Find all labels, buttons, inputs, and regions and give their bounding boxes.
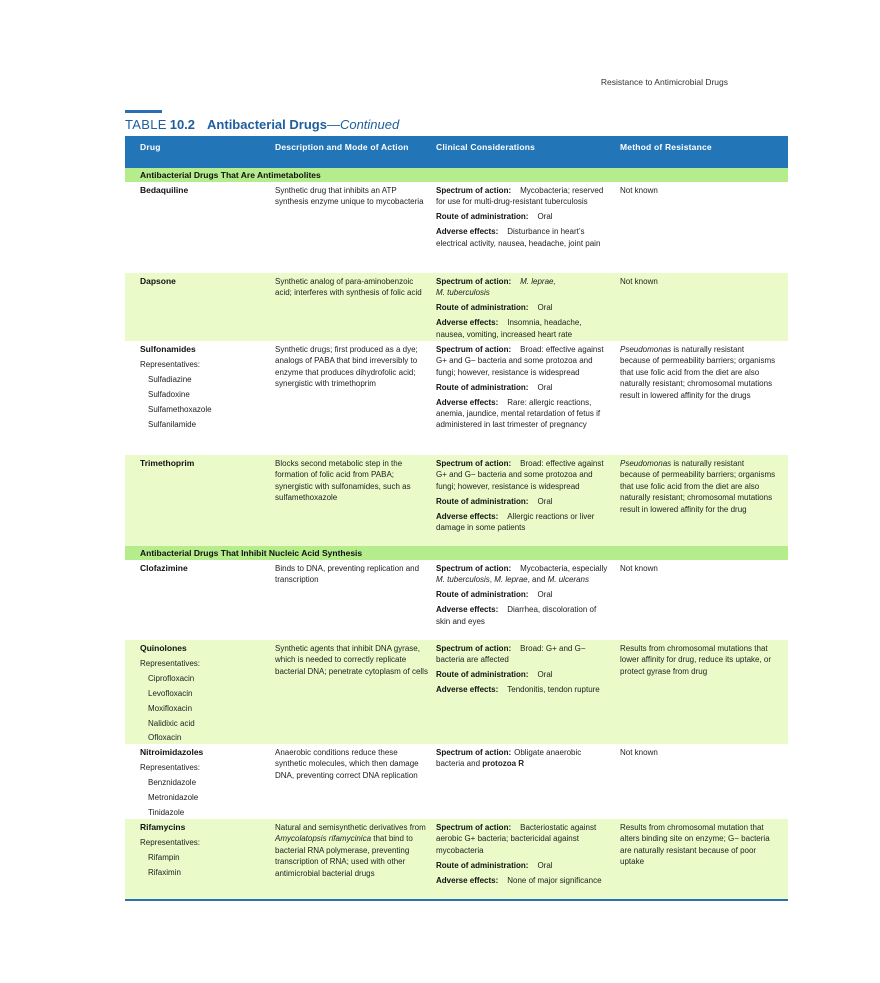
route-value: Oral	[537, 590, 553, 600]
adverse-label: Adverse effects:	[436, 605, 499, 615]
representative-item: Sulfamethoxazole	[148, 404, 212, 414]
header-resistance: Method of Resistance	[620, 142, 712, 152]
clinical-considerations	[436, 344, 620, 455]
drug-description: Synthetic analog of para-aminobenzoic acid; interferes with synthesis of folic acid	[275, 277, 422, 298]
clinical-considerations	[436, 822, 620, 899]
resistance-method	[620, 344, 788, 455]
spectrum-label: Spectrum of action:	[436, 823, 512, 832]
drug-name: Nitroimidazoles	[140, 747, 204, 757]
spectrum-label: Spectrum of action:	[436, 345, 512, 354]
resistance-text: is naturally resistant because of permeability barriers; organisms that use folic acid from the diet are also naturally resistant; chromosomal mutations result in lowered affinity for the drugs	[620, 345, 776, 400]
drug-name: Quinolones	[140, 643, 187, 653]
spectrum-value: Mycobacteria; reserved for use for multi-drug-resistant tuberculosis	[436, 186, 604, 207]
route-value: Oral	[537, 496, 553, 506]
clinical-considerations	[436, 643, 620, 744]
adverse-label: Adverse effects:	[436, 685, 499, 695]
route-label: Route of administration:	[436, 382, 529, 392]
spectrum-label: Spectrum of action:	[436, 564, 512, 573]
representative-item: Sulfadoxine	[148, 389, 190, 399]
adverse-label: Adverse effects:	[436, 397, 499, 407]
table-row	[125, 819, 788, 899]
spectrum-label: Spectrum of action:	[436, 277, 512, 286]
adverse-value: None of major significance	[507, 875, 602, 885]
spectrum-value: Mycobacteria, especially	[520, 564, 608, 573]
spectrum-label: Spectrum of action:	[436, 644, 512, 653]
resistance-method: Not known	[620, 748, 658, 757]
representative-item: Moxifloxacin	[148, 703, 193, 713]
spectrum-sep: ,	[489, 575, 495, 585]
route-value: Oral	[537, 212, 553, 222]
representative-item: Ciprofloxacin	[148, 673, 195, 683]
route-label: Route of administration:	[436, 670, 529, 680]
drug-name: Rifamycins	[140, 822, 186, 832]
adverse-label: Adverse effects:	[436, 511, 499, 521]
adverse-value: Diarrhea, discoloration of skin and eyes	[436, 605, 597, 626]
route-value: Oral	[537, 382, 553, 392]
resistance-organism: Pseudomonas	[620, 459, 672, 468]
representative-item: Sulfanilamide	[148, 419, 197, 429]
route-label: Route of administration:	[436, 860, 529, 870]
resistance-method: Results from chromosomal mutation that alters binding site on enzyme; G− bacteria are naturally resistant because of poor uptake	[620, 823, 770, 867]
table-name: Antibacterial Drugs	[207, 117, 327, 132]
table-row	[125, 744, 788, 819]
representatives-label: Representatives:	[140, 359, 201, 369]
representative-item: Benznidazole	[148, 777, 197, 787]
representative-item: Rifampin	[148, 852, 180, 862]
representative-item: Nalidixic acid	[148, 718, 195, 728]
clinical-considerations	[436, 276, 620, 341]
drug-name: Trimethoprim	[140, 458, 195, 468]
resistance-method: Results from chromosomal mutations that lower affinity for drug, reduce its uptake, or protect gyrase from drug	[620, 644, 772, 676]
representative-item: Levofloxacin	[148, 688, 193, 698]
drug-name: Sulfonamides	[140, 344, 196, 354]
resistance-method	[620, 458, 788, 546]
representatives-label: Representatives:	[140, 658, 201, 668]
clinical-considerations	[436, 563, 620, 640]
spectrum-value: Broad: effective against G+ and G− bacteria and some protozoa and fungi; however, resistance is widespread	[436, 345, 604, 377]
drug-description: Synthetic agents that inhibit DNA gyrase, which is needed to correctly replicate bacterial DNA; penetrate cytoplasm of cells	[275, 644, 428, 676]
header-description: Description and Mode of Action	[275, 142, 409, 152]
route-label: Route of administration:	[436, 590, 529, 600]
table-row	[125, 560, 788, 640]
table-row	[125, 182, 788, 273]
spectrum-value: Bacteriostatic against aerobic G+ bacteria; bactericidal against mycobacteria	[436, 823, 597, 855]
adverse-value: Tendonitis, tendon rupture	[507, 685, 600, 695]
spectrum-organism: M. ulcerans	[547, 575, 589, 585]
representative-item: Sulfadiazine	[148, 374, 192, 384]
spectrum-value: Obligate anaerobic bacteria and	[436, 748, 582, 769]
spectrum-organism: M. tuberculosis	[436, 575, 490, 585]
table-row	[125, 341, 788, 455]
route-value: Oral	[537, 670, 553, 680]
drug-description	[275, 822, 436, 899]
drug-description: Synthetic drug that inhibits an ATP synthesis enzyme unique to mycobacteria	[275, 186, 424, 207]
route-value: Oral	[537, 860, 553, 870]
adverse-value: Insomnia, headache, nausea, vomiting, increased heart rate	[436, 318, 582, 339]
drug-name: Dapsone	[140, 276, 176, 286]
representative-item: Rifaximin	[148, 867, 181, 877]
clinical-considerations	[436, 747, 620, 819]
table-row	[125, 273, 788, 341]
spectrum-organism: M. leprae	[494, 575, 528, 585]
drug-table	[125, 136, 788, 901]
description-text-2: that bind to bacterial RNA polymerase, preventing transcription of RNA; used with other antimicrobial bacterial drugs	[275, 834, 413, 878]
table-label: TABLE	[125, 117, 167, 132]
representative-item: Ofloxacin	[148, 733, 182, 743]
resistance-method: Not known	[620, 564, 658, 573]
representatives-label: Representatives:	[140, 762, 201, 772]
representatives-label: Representatives:	[140, 837, 201, 847]
header-clinical: Clinical Considerations	[436, 142, 536, 152]
drug-name: Clofazimine	[140, 563, 188, 573]
spectrum-label: Spectrum of action:	[436, 748, 512, 757]
title-rule	[125, 110, 162, 113]
table-number: 10.2	[169, 117, 196, 132]
table-row	[125, 455, 788, 546]
adverse-label: Adverse effects:	[436, 875, 499, 885]
drug-description: Synthetic drugs; first produced as a dye; analogs of PABA that bind irreversibly to enzyme that produces dihydrofolic acid; synergistic with trimethoprim	[275, 345, 418, 389]
adverse-value: Disturbance in heart’s electrical activity, nausea, headache, joint pain	[436, 227, 601, 248]
drug-name: Bedaquiline	[140, 185, 189, 195]
adverse-value: Rare: allergic reactions, anemia, jaundice, mental retardation of fetus if administered in last trimester of pregnancy	[436, 397, 601, 430]
spectrum-sep: , and	[527, 575, 548, 585]
resistance-text: is naturally resistant because of permeability barriers; organisms that use folic acid from the diet are also naturally resistant; chromosomal mutations result in lowered affinity for the drug	[620, 459, 776, 514]
table-row	[125, 640, 788, 744]
clinical-considerations	[436, 458, 620, 546]
spectrum-value-bold: protozoa R	[482, 759, 525, 769]
adverse-label: Adverse effects:	[436, 227, 499, 237]
representative-item: Tinidazole	[148, 807, 185, 817]
route-label: Route of administration:	[436, 303, 529, 313]
representative-item: Metronidazole	[148, 792, 199, 802]
description-organism: Amycolatopsis rifamycinica	[275, 834, 372, 844]
spectrum-value: M. leprae,	[520, 277, 556, 286]
adverse-label: Adverse effects:	[436, 318, 499, 328]
drug-description: Anaerobic conditions reduce these synthetic molecules, which then damage DNA, preventing correct DNA replication	[275, 748, 419, 780]
drug-description: Blocks second metabolic step in the formation of folic acid from PABA; synergistic with sulfonamides, such as sulfamethoxazole	[275, 459, 411, 503]
section-antimetabolites: Antibacterial Drugs That Are Antimetabolites	[125, 168, 788, 182]
spectrum-label: Spectrum of action:	[436, 186, 512, 195]
running-head: Resistance to Antimicrobial Drugs	[600, 77, 728, 87]
route-label: Route of administration:	[436, 212, 529, 222]
spectrum-label: Spectrum of action:	[436, 459, 512, 468]
clinical-considerations	[436, 185, 620, 273]
spectrum-value-2: M. tuberculosis	[436, 288, 490, 298]
description-text: Natural and semisynthetic derivatives from	[275, 823, 426, 832]
resistance-method: Not known	[620, 277, 658, 286]
resistance-method: Not known	[620, 186, 658, 195]
table-continued: —Continued	[326, 117, 400, 132]
section-nucleic-acid: Antibacterial Drugs That Inhibit Nucleic Acid Synthesis	[125, 546, 788, 560]
adverse-value: Allergic reactions or liver damage in some patients	[436, 511, 595, 533]
spectrum-value: Broad: effective against G+ and G− bacteria and some protozoa and fungi; however, resistance is widespread	[436, 459, 604, 491]
route-value: Oral	[537, 303, 553, 313]
resistance-organism: Pseudomonas	[620, 345, 672, 354]
spectrum-value: Broad: G+ and G− bacteria are affected	[436, 644, 586, 665]
drug-description: Binds to DNA, preventing replication and transcription	[275, 564, 420, 585]
table-title	[125, 117, 399, 132]
route-label: Route of administration:	[436, 496, 529, 506]
table-header	[125, 136, 788, 168]
header-drug: Drug	[140, 142, 161, 152]
